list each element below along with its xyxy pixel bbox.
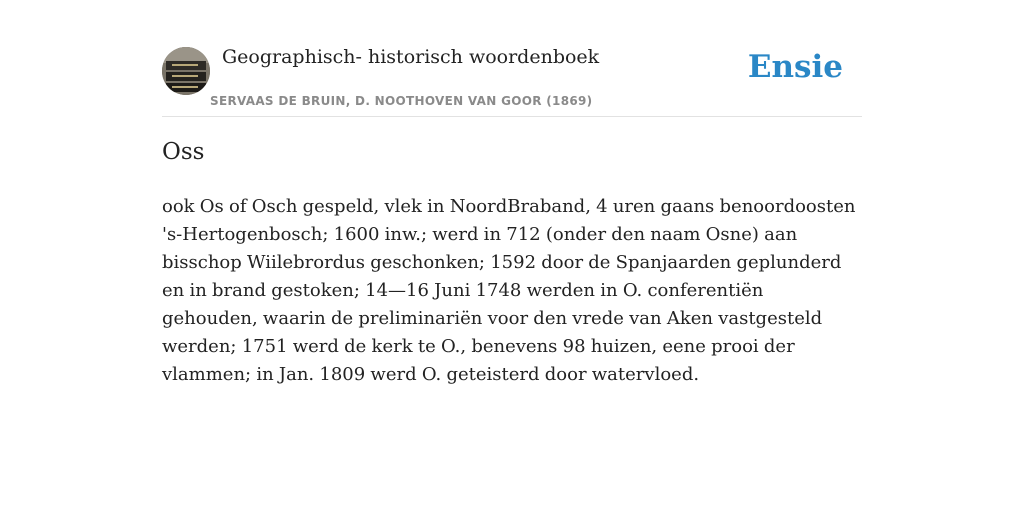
book-cover-avatar[interactable] [162,47,210,95]
book-title-link[interactable]: Geographisch- historisch woordenboek [222,46,600,68]
ensie-logo-link[interactable]: Ensie [747,49,843,85]
book-cover-thumbnail-icon [162,47,210,95]
book-authors: SERVAAS DE BRUIN, D. NOOTHOVEN VAN GOOR (1869) [210,94,593,108]
header [162,44,862,117]
entry-title: Oss [162,139,205,165]
entry-body: ook Os of Osch gespeld, vlek in NoordBraband, 4 uren gaans benoordoosten 's-Hertogenbosch; 1600 inw.; werd in 712 (onder den naam Osne) aan bisschop Wiilebrordus geschonken; 1592 door de Spanjaarden geplunderd en in brand gestoken; 14—16 Juni 1748 werden in O. conferentiën gehouden, waarin de preliminariën voor den vrede van Aken vastgesteld werden; 1751 werd de kerk te O., benevens 98 huizen, eene prooi der vlammen; in Jan. 1809 werd O. geteisterd door watervloed. [162,196,856,385]
